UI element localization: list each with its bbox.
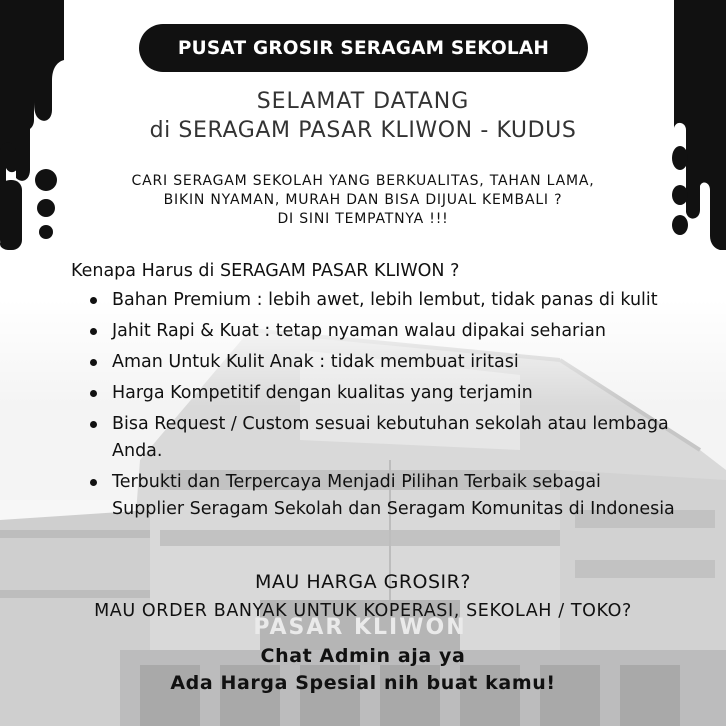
bullet-icon: [90, 328, 97, 335]
cta-line-1: MAU HARGA GROSIR?: [255, 571, 471, 593]
chat-line-2: Ada Harga Spesial nih buat kamu!: [170, 672, 556, 694]
list-item: [90, 287, 690, 314]
why-heading: Kenapa Harus di SERAGAM PASAR KLIWON ?: [71, 261, 460, 281]
tagline-line-2: BIKIN NYAMAN, MURAH DAN BISA DIJUAL KEMBALI ?: [163, 192, 563, 208]
welcome-line-2: di SERAGAM PASAR KLIWON - KUDUS: [149, 118, 577, 143]
tagline-line-3: DI SINI TEMPATNYA !!!: [277, 211, 449, 227]
list-item: [90, 469, 690, 523]
benefit-text: Bisa Request / Custom sesuai kebutuhan sekolah atau lembaga Anda.: [112, 414, 669, 461]
header-title: PUSAT GROSIR SERAGAM SEKOLAH: [177, 37, 550, 59]
benefits-list: [90, 287, 690, 527]
tagline-line-1: CARI SERAGAM SEKOLAH YANG BERKUALITAS, TAHAN LAMA,: [131, 173, 595, 189]
benefit-text: Jahit Rapi & Kuat : tetap nyaman walau dipakai seharian: [112, 321, 606, 341]
list-item: [90, 380, 690, 407]
benefit-text: Terbukti dan Terpercaya Menjadi Pilihan Terbaik sebagai Supplier Seragam Sekolah dan Seragam Komunitas di Indonesia: [112, 472, 675, 519]
header-banner: [139, 24, 588, 72]
list-item: [90, 318, 690, 345]
list-item: [90, 411, 690, 465]
chat-line-1: Chat Admin aja ya: [260, 645, 466, 667]
bullet-icon: [90, 421, 97, 428]
benefit-text: Harga Kompetitif dengan kualitas yang terjamin: [112, 383, 533, 403]
benefit-text: Aman Untuk Kulit Anak : tidak membuat iritasi: [112, 352, 519, 372]
list-item: [90, 349, 690, 376]
welcome-line-1: SELAMAT DATANG: [256, 89, 470, 114]
bullet-icon: [90, 359, 97, 366]
bullet-icon: [90, 479, 97, 486]
benefit-text: Bahan Premium : lebih awet, lebih lembut, tidak panas di kulit: [112, 290, 658, 310]
cta-line-2: MAU ORDER BANYAK UNTUK KOPERASI, SEKOLAH / TOKO?: [94, 601, 632, 621]
bullet-icon: [90, 297, 97, 304]
bullet-icon: [90, 390, 97, 397]
